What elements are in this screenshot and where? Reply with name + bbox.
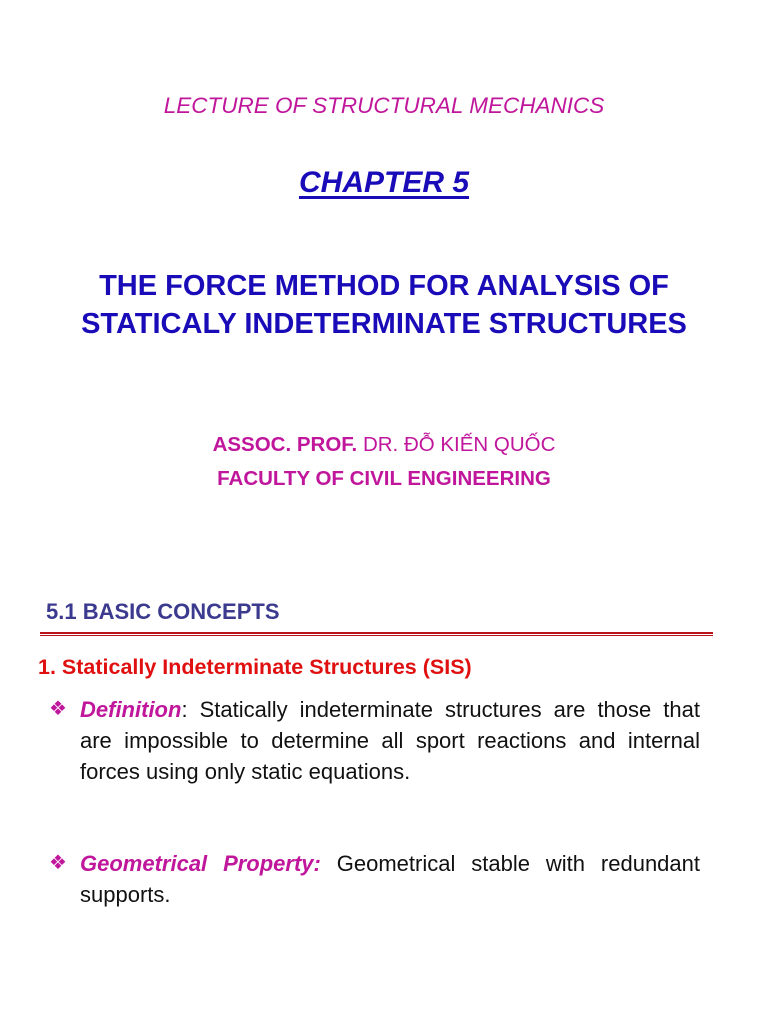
document-title-line-1: THE FORCE METHOD FOR ANALYSIS OF [99, 270, 669, 302]
section-heading: 5.1 BASIC CONCEPTS [46, 599, 280, 624]
author-name: DR. ĐỖ KIẾN QUỐC [362, 433, 556, 456]
definition-body: Statically indeterminate structures are those that are impossible to determine all sport reactions and internal forces using only static equations. [80, 697, 700, 784]
section-divider [40, 632, 713, 636]
geometrical-property-bullet [49, 848, 700, 910]
diamond-bullet-icon: ❖ [49, 698, 67, 720]
definition-bullet [49, 694, 700, 787]
geometrical-property-body: Geometrical stable with redundant supports. [80, 851, 700, 907]
geometrical-property-term: Geometrical Property: [80, 851, 321, 876]
geometrical-property-text [49, 848, 700, 910]
lecture-title: LECTURE OF STRUCTURAL MECHANICS [163, 93, 605, 118]
author-line [0, 428, 768, 462]
definition-text [49, 694, 700, 787]
definition-separator: : [181, 697, 188, 722]
chapter-title: CHAPTER 5 [298, 166, 470, 199]
subsection-heading: 1. Statically Indeterminate Structures (SIS) [38, 655, 472, 679]
definition-term: Definition [80, 697, 182, 722]
document-title-line-2: STATICALY INDETERMINATE STRUCTURES [81, 308, 687, 340]
author-title-prefix: ASSOC. PROF. [212, 433, 358, 456]
author-block [0, 428, 768, 496]
faculty-name: FACULTY OF CIVIL ENGINEERING [217, 467, 551, 490]
document-title [0, 267, 768, 343]
diamond-bullet-icon: ❖ [49, 852, 67, 874]
